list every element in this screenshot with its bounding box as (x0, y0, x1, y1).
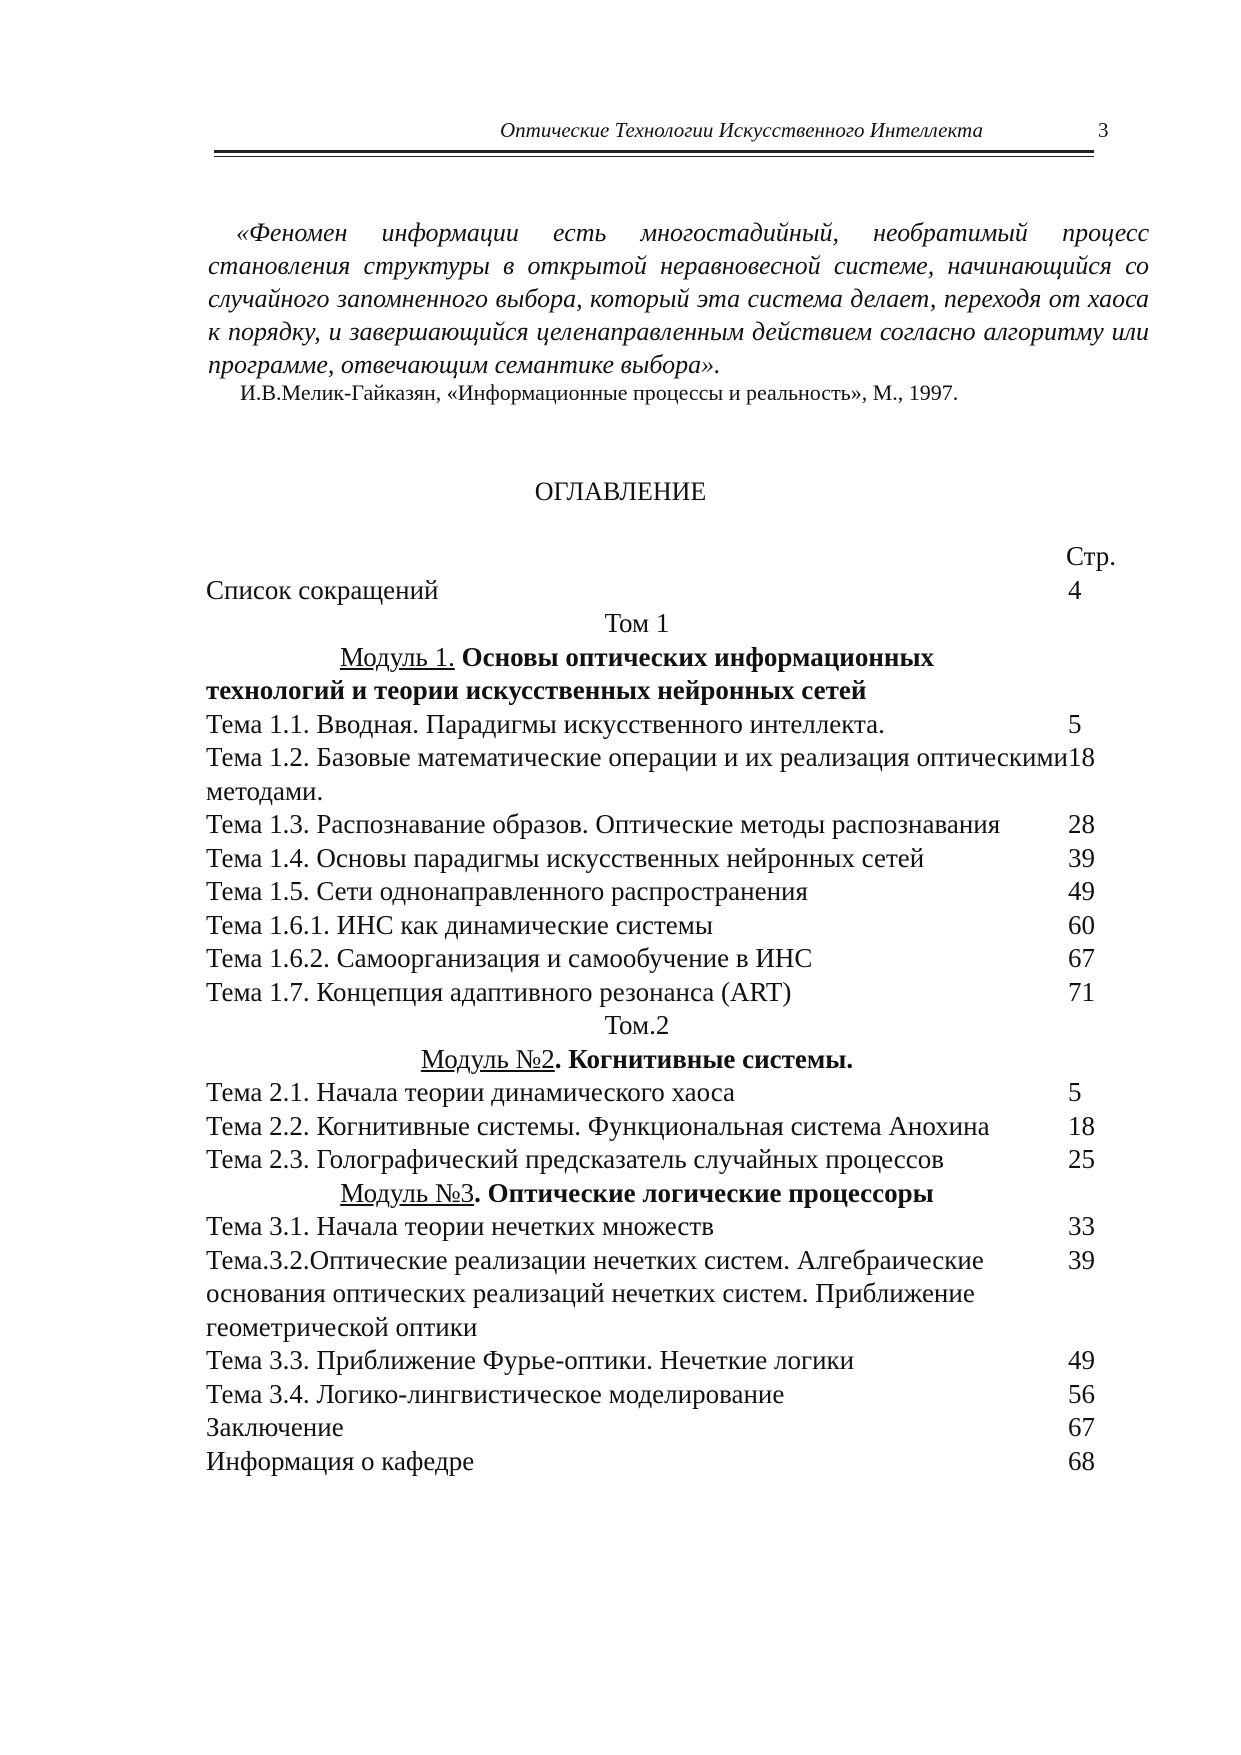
toc-entry-conclusion (206, 1411, 1116, 1445)
toc-entry-page: 71 (1068, 976, 1095, 1007)
toc-entry-page: 56 (1068, 1378, 1095, 1409)
toc-entry-text: Тема 1.1. Вводная. Парадигмы искусственного интеллекта. (206, 708, 885, 739)
module-1-items (206, 708, 1116, 1010)
toc-entry-text: Тема 2.2. Когнитивные системы. Функциональная система Анохина (206, 1110, 990, 1141)
toc-entry-text: Заключение (206, 1412, 344, 1442)
toc-entry (206, 875, 1116, 909)
page-column-label: Стр. (1065, 541, 1116, 571)
module-2-title: . Когнитивные системы. (554, 1043, 854, 1074)
toc-entry-page: 4 (1068, 574, 1082, 605)
epigraph-citation: И.В.Мелик-Гайказян, «Информационные процессы и реальность», М., 1997. (240, 380, 959, 405)
toc-entry-page: 18 (1068, 742, 1095, 772)
toc-entry (206, 1210, 1116, 1244)
module-2-items (206, 1076, 1116, 1177)
epigraph-quote: «Феномен информации есть многостадийный, необратимый процесс становления структуры в открытой неравновесной системе, начинающийся со случайного запомненного выбора, который эта система делает, переходя от хаоса к порядку, и завершающийся целенаправленным действием согласно алгоритму или программе, отвечающим семантике выбора». (208, 218, 1149, 379)
module-3-title: . Оптические логические процессоры (474, 1177, 934, 1208)
toc-entry-text: Тема 1.2. Базовые математические операции и их реализация оптическими методами. (206, 742, 1068, 806)
volume-2-heading: Том.2 (604, 1010, 670, 1040)
toc-entry-text: Тема 1.5. Сети однонаправленного распространения (206, 876, 808, 906)
toc-entry-text: Тема 2.1. Начала теории динамического хаоса (206, 1077, 736, 1107)
toc-entry (206, 1143, 1116, 1177)
module-1-heading (206, 641, 1068, 675)
header-rule-thick (214, 150, 1094, 153)
toc-entry-text: Тема 3.4. Логико-лингвистическое моделирование (206, 1378, 785, 1409)
toc-entry-page: 28 (1068, 809, 1095, 839)
toc-title: ОГЛАВЛЕНИЕ (534, 477, 707, 506)
module-1-title-line2: технологий и теории искусственных нейронных сетей (206, 675, 867, 705)
toc-entry (206, 1110, 1116, 1144)
toc-entry (206, 708, 1116, 742)
toc-entry-page: 5 (1068, 708, 1082, 739)
toc-entry-page: 33 (1068, 1211, 1095, 1241)
module-3-label: Модуль №3 (340, 1177, 475, 1208)
toc-entry (206, 1378, 1116, 1412)
toc-entry-page: 39 (1068, 842, 1095, 873)
page-number: 3 (1098, 118, 1109, 142)
toc-entry (206, 741, 1116, 808)
toc-entry-abbreviations (206, 574, 1116, 608)
toc-entry-text: Тема 1.3. Распознавание образов. Оптические методы распознавания (206, 809, 1001, 839)
module-1-title-line1: Основы оптических информационных (454, 641, 935, 672)
volume-1-heading: Том 1 (604, 608, 670, 638)
toc-entry-text: Список сокращений (206, 574, 439, 605)
toc-entry-text: Тема 3.3. Приближение Фурье-оптики. Нечеткие логики (206, 1345, 855, 1375)
toc-entry (206, 976, 1116, 1010)
toc-entry-department (206, 1445, 1116, 1479)
module-2-label: Модуль №2 (420, 1043, 555, 1074)
toc-entry (206, 1344, 1116, 1378)
toc-entry-page: 67 (1068, 1412, 1095, 1442)
toc-entry-page: 5 (1068, 1077, 1082, 1107)
header-rule-thin (214, 156, 1094, 157)
module-1-label: Модуль 1. (339, 641, 455, 672)
running-header (500, 118, 1109, 143)
toc-entry (206, 942, 1116, 976)
toc-entry-page: 39 (1068, 1244, 1095, 1275)
toc-entry-text: Тема 3.1. Начала теории нечетких множеств (206, 1211, 714, 1241)
toc-entry-text: Тема 1.4. Основы парадигмы искусственных нейронных сетей (206, 842, 925, 873)
toc-entry-page: 18 (1068, 1110, 1095, 1141)
toc-entry-text: Тема 2.3. Голографический предсказатель случайных процессов (206, 1144, 945, 1174)
toc-entry-text: Тема 1.7. Концепция адаптивного резонанса (ART) (206, 976, 792, 1007)
running-title: Оптические Технологии Искусственного Интеллекта (500, 118, 983, 142)
module-2-heading (206, 1043, 1068, 1077)
module-3-items (206, 1210, 1116, 1411)
toc-entry-text: Тема 1.6.1. ИНС как динамические системы (206, 909, 714, 940)
toc-entry-page: 49 (1068, 876, 1095, 906)
table-of-contents (206, 540, 1116, 1478)
toc-page-column-header (206, 540, 1116, 574)
toc-entry-text: Тема 1.6.2. Самоорганизация и самообучение в ИНС (206, 943, 813, 973)
toc-entry-page: 25 (1068, 1144, 1095, 1174)
toc-entry-page: 49 (1068, 1345, 1095, 1375)
toc-entry-page: 60 (1068, 909, 1095, 940)
toc-entry-page: 68 (1068, 1445, 1095, 1476)
toc-entry-page: 67 (1068, 943, 1095, 973)
toc-entry (206, 808, 1116, 842)
toc-entry (206, 1244, 1116, 1345)
toc-entry-text: Тема.3.2.Оптические реализации нечетких систем. Алгебраические основания оптических реализаций нечетких систем. Приближение геометрической оптики (206, 1244, 984, 1342)
toc-entry (206, 842, 1116, 876)
toc-entry-text: Информация о кафедре (206, 1445, 475, 1476)
toc-entry (206, 1076, 1116, 1110)
module-3-heading (206, 1177, 1068, 1211)
toc-entry (206, 909, 1116, 943)
